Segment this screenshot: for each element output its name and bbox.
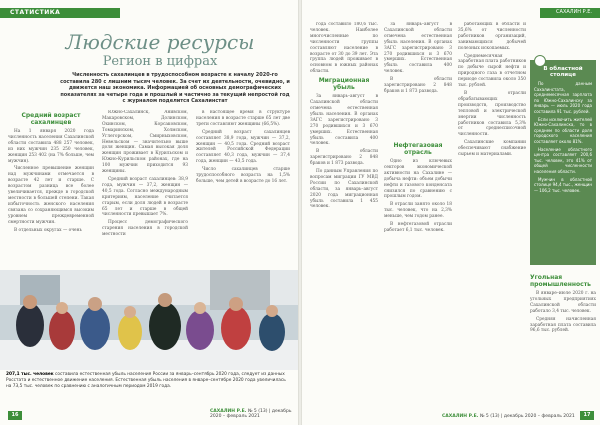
crowd-photo	[0, 270, 298, 370]
sidebar-text	[530, 81, 596, 193]
right-column-4	[530, 272, 596, 402]
paragraph: в настоящее время в структуре населения в возрасте старше 65 лет две трети составляют женщины (66,5%).	[196, 110, 290, 127]
paragraph: В нефтегазовой отрасли работает 6,1 тыс. человек.	[384, 222, 452, 233]
right-page-tag: САХАЛИН Р.Е.	[556, 9, 592, 15]
paragraph: В январе–июле 2020 г. на угольных предприятиях Сахалинской области работало 3,4 тыс. человек.	[530, 291, 596, 314]
paragraph: Если исключить жителей Южно-Сахалинска, то в среднем по области доля городского населения составляет около 81%.	[534, 116, 592, 144]
sidebar-box	[530, 60, 596, 265]
crowd-photo-illustration	[0, 270, 298, 370]
article-title: Людские ресурсы	[65, 30, 255, 54]
right-column-2	[384, 140, 452, 402]
paragraph: Одно из ключевых секторов экономической активности на Сахалине — добыча нефти: объем добычи нефти и газового конденсата снизился по сравнению с прошлым годом.	[384, 159, 452, 200]
left-column-1	[8, 110, 94, 268]
paragraph: За январь–август в Сахалинской области отмечена естественная убыль населения. В органах ЗАГС зарегистрировано 3 270 родившихся и 3 670 умерших. Естественная убыль составила 400 человек.	[310, 94, 378, 147]
right-column-2-top	[384, 22, 452, 134]
paragraph: В отрасли обрабатывающих производств, производство тепловой и электрической энергии численность работников составила 5,3% от среднесписочной численности.	[458, 90, 526, 138]
paragraph: Численное превышение женщин над мужчинами отмечается в возрасте 42 лет и старше. С возрастом разница все более увеличивается, прежде в городской местности в большей степени. Такая избыточность женского населения связана со сохраняющимся высоким уровнем преждевременной смертности мужчин.	[8, 166, 94, 225]
footer-issue: № 5 (13) | декабрь 2020 – февраль 2021	[210, 409, 292, 419]
right-column-1	[310, 22, 378, 402]
paragraph: работающих в области и 35,6% от численности работников организаций, занимающихся добычей полезных ископаемых.	[458, 22, 526, 51]
caption-highlight: 207,1 тыс. человек	[6, 372, 54, 377]
footer-right	[442, 414, 575, 419]
paragraph: Население областного центра составляет 200,6 тыс. человек, это 41% от общей численности населения области.	[534, 146, 592, 174]
heading-coal: Угольная промышленность	[530, 274, 591, 288]
paragraph: На 1 января 2020 года численность населения Сахалинской области составила 488 257 человек, из них мужчин 235 250 человек, женщин 253 402 (на 7% больше, чем мужчин).	[8, 129, 94, 164]
paragraph: За январь–август в Сахалинской области отмечена естественная убыль населения. В органах ЗАГС зарегистрировано 3 270 родившихся и 3 670 умерших. Естественная убыль составила 400 человек.	[384, 22, 452, 75]
heading-migration: Миграционная убыль	[318, 77, 370, 92]
paragraph: Средняя начисленная заработная плата составила 96,6 тыс. рублей.	[530, 316, 596, 334]
paragraph: Средний возраст сахалинцев: 38,9 года, мужчин — 37,2, женщин — 40,5 года. Согласно международным критериям, население считается старым, если доля людей в возрасте 65 лет и старше в общей численности превышает 7%.	[102, 176, 188, 218]
paragraph: В отрасли занято около 18 тыс. человек, что на 2,3% меньше, чем годом ранее.	[384, 202, 452, 220]
page-number-right: 17	[580, 411, 594, 420]
page-number-left: 16	[8, 411, 22, 420]
paragraph: Процесс демографического старения населения в городской местности	[102, 220, 188, 238]
heading-oil-gas: Нефтегазовая отрасль	[393, 142, 443, 156]
article-lead: Численность сахалинцев в трудоспособном возрасте к началу 2020-го составила 280 с лишним тысяч человек. За счет их деятельности, очевидно, и движется наш экономика. Информацией об основных демографических показателях за четыре года и прошлый и частично за текущий непростой год с журналом поделится Сахалинстат	[60, 72, 290, 105]
right-column-3	[458, 22, 526, 402]
footer-magazine-name: САХАЛИН Р.Е.	[442, 414, 479, 419]
paragraph: По данным Управления по вопросам миграции ГУ МВД России по Сахалинской области, за январь–август 2020 года миграционная убыль составила 1 455 человек.	[310, 169, 378, 210]
paragraph: года составило 180,6 тыс. человек. Наиболее многочисленные по численности группы составляют население в возрасте от 30 до 39 лет. Эта группа людей проживает в основном в южных районах области.	[310, 22, 378, 75]
sidebar-badge-icon	[534, 55, 546, 67]
paragraph: В области зарегистрировано 2 848 браков и 1 873 развода.	[384, 77, 452, 94]
left-column-2	[102, 110, 188, 268]
paragraph: По данным Сахалинстата, среднемесячная зарплата по Южно-Сахалинску за январь — июль 2020 года составила 91 тыс. рублей.	[534, 81, 592, 114]
sidebar-heading: В областной столице	[543, 66, 583, 78]
caption-text: составила естественная убыль населения России за январь–сентябрь 2020 года, следует из данных Росстата и естественное движение населения. Естественная убыль населения в январе–сентябре 2020 года увеличилась на 73,5 тыс. человек по сравнению с аналогичным периодом 2019 года.	[6, 372, 286, 389]
paragraph: Мужчин в областной столице 94,4 тыс., женщин — 106,2 тыс. человек.	[534, 176, 592, 193]
article-subtitle: Регион в цифрах	[102, 54, 218, 69]
heading-average-age: Средний возраст сахалинцев	[21, 112, 81, 126]
left-page	[0, 0, 298, 425]
photo-caption	[6, 372, 292, 389]
paragraph: Сахалинские компании обеспечивают снабжение сырьем и материалами.	[458, 140, 526, 158]
footer-left	[210, 409, 298, 419]
paragraph: Среднемесячная заработная плата работников по добыче сырой нефти и природного газа в отчетном периоде составила около 350 тыс. рублей.	[458, 53, 526, 89]
section-label: СТАТИСТИКА	[10, 9, 61, 16]
footer-magazine-name: САХАЛИН Р.Е.	[210, 409, 247, 414]
left-column-3	[196, 110, 290, 268]
paragraph: Средний возраст сахалинцев составляет 38,9 года, мужчин — 37,2, женщин — 40,5 года. Средний возраст жителей Российской Федерации составляет 40,3 года, мужчин — 37,4 года, женщин — 43,5 года.	[196, 129, 290, 165]
right-page	[302, 0, 600, 425]
paragraph: В области зарегистрировано 2 848 браков и 1 873 развода.	[310, 149, 378, 167]
paragraph: В отдельных округах — очень	[14, 227, 82, 233]
paragraph: Число сахалинцев старше трудоспособного возраста на 1,5% больше, чем детей в возрасте до 16 лет.	[196, 167, 290, 184]
paragraph: Южно-Сахалинск, Анивском, Макаровском, Долинском, Охинском, Корсаковском, Томаринском, Холмском, Углегорском, Смирныховском, Невельском — значительно выше доля женщин. Самая высокая доля женщин проживает в Курильском и Южно-Курильском районах, где на 100 мужчин приходится 93 женщины.	[102, 110, 188, 175]
footer-issue: № 5 (13) | декабрь 2020 – февраль 2021	[479, 414, 575, 419]
